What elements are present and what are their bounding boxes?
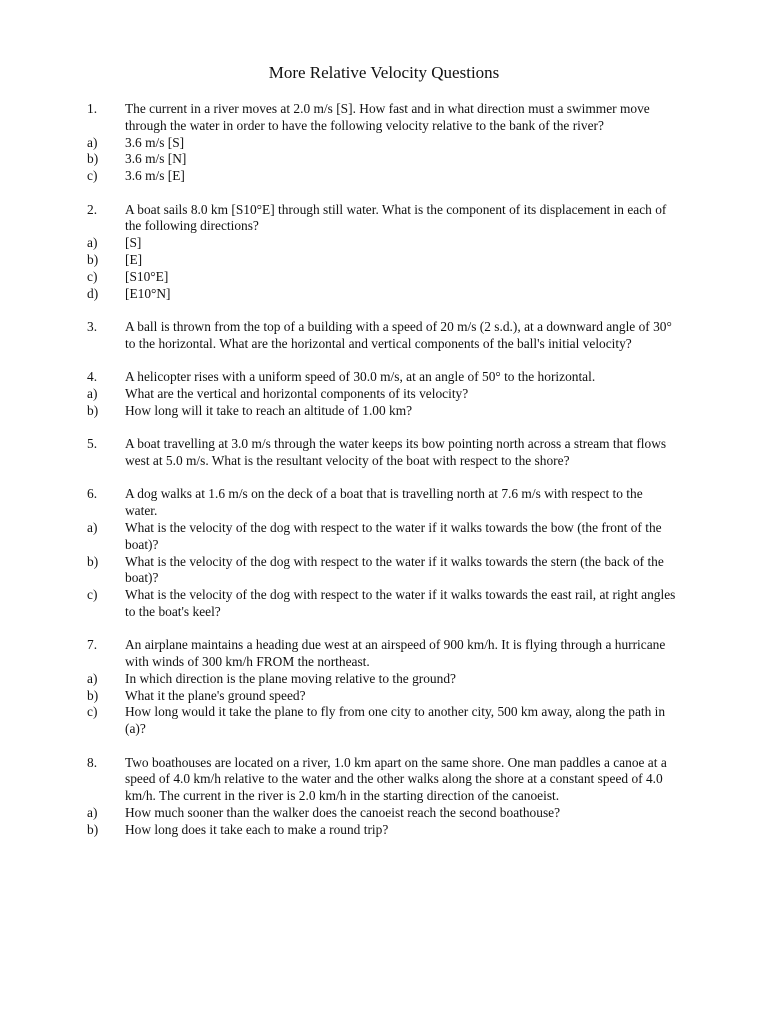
question-part [0, 520, 768, 554]
question-part [0, 135, 768, 152]
part-text: What is the velocity of the dog with respect to the water if it walks towards the east rail, at right angles to the boat's keel? [125, 587, 676, 619]
question-number: 8. [87, 754, 98, 770]
question-part [0, 688, 768, 705]
question-part [0, 151, 768, 168]
question-part [0, 822, 768, 839]
question-item [0, 202, 768, 303]
part-text: How long will it take to reach an altitude of 1.00 km? [125, 402, 413, 418]
part-text: What is the velocity of the dog with respect to the water if it walks towards the bow (the front of the boat)? [125, 519, 662, 552]
part-text: How much sooner than the walker does the canoeist reach the second boathouse? [125, 805, 561, 821]
question-part [0, 587, 768, 621]
question-number: 1. [87, 101, 98, 116]
part-label: a) [87, 805, 98, 821]
part-label: b) [87, 821, 99, 837]
question-item [0, 319, 768, 353]
question-row [0, 637, 768, 671]
question-text: A helicopter rises with a uniform speed of 30.0 m/s, at an angle of 50° to the horizontal. [125, 369, 596, 385]
question-row [0, 369, 768, 386]
question-part [0, 386, 768, 403]
part-label: c) [87, 587, 98, 603]
part-label: b) [87, 251, 99, 267]
question-text: An airplane maintains a heading due west at an airspeed of 900 km/h. It is flying through a hurricane with winds of 300 km/h FROM the northeast. [125, 637, 666, 670]
question-number: 5. [87, 436, 98, 452]
part-text: 3.6 m/s [N] [125, 151, 187, 167]
question-part [0, 168, 768, 185]
question-text: A dog walks at 1.6 m/s on the deck of a boat that is travelling north at 7.6 m/s with respect to the water. [125, 486, 643, 519]
question-number: 7. [87, 637, 98, 653]
part-text: 3.6 m/s [E] [125, 168, 185, 184]
part-label: d) [87, 285, 99, 301]
part-text: [S10°E] [125, 268, 169, 284]
question-item [0, 369, 768, 419]
question-part [0, 671, 768, 688]
question-number: 6. [87, 486, 98, 502]
part-label: b) [87, 151, 99, 167]
question-item [0, 486, 768, 620]
part-label: b) [87, 553, 99, 569]
part-text: How long does it take each to make a round trip? [125, 821, 389, 837]
question-row [0, 319, 768, 353]
question-item [0, 436, 768, 470]
page-title: More Relative Velocity Questions [268, 63, 500, 82]
part-text: [S] [125, 235, 142, 251]
part-text: How long would it take the plane to fly from one city to another city, 500 km away, along the path in (a)? [125, 704, 666, 737]
part-label: a) [87, 385, 98, 401]
question-text: The current in a river moves at 2.0 m/s [S]. How fast and in what direction must a swimmer move through the water in order to have the following velocity relative to the bank of the river? [125, 101, 650, 133]
question-part [0, 805, 768, 822]
question-number: 3. [87, 318, 98, 334]
part-text: What are the vertical and horizontal components of its velocity? [125, 385, 469, 401]
question-part [0, 704, 768, 738]
question-row [0, 755, 768, 805]
question-part [0, 235, 768, 252]
question-part [0, 403, 768, 420]
part-text: What is the velocity of the dog with respect to the water if it walks towards the stern (the back of the boat)? [125, 553, 664, 586]
part-text: [E] [125, 251, 143, 267]
part-label: c) [87, 168, 98, 184]
part-text: In which direction is the plane moving relative to the ground? [125, 670, 456, 686]
question-row [0, 101, 768, 135]
question-item [0, 101, 768, 185]
part-label: b) [87, 402, 99, 418]
question-part [0, 554, 768, 588]
part-label: a) [87, 134, 98, 150]
part-label: b) [87, 687, 99, 703]
question-text: A boat travelling at 3.0 m/s through the water keeps its bow pointing north across a stream that flows west at 5.0 m/s. What is the resultant velocity of the boat with respect to the shore? [125, 436, 667, 468]
question-text: Two boathouses are located on a river, 1.0 km apart on the same shore. One man paddles a canoe at a speed of 4.0 km/h relative to the water and the other walks along the shore at a constant speed of 4.0 km/h. The current in the river is 2.0 km/h in the starting direction of the canoeist. [125, 754, 667, 804]
question-number: 4. [87, 369, 98, 385]
part-text: What it the plane's ground speed? [125, 687, 306, 703]
question-row [0, 436, 768, 470]
part-label: a) [87, 670, 98, 686]
part-label: a) [87, 235, 98, 251]
part-text: [E10°N] [125, 285, 171, 301]
question-row [0, 202, 768, 236]
question-list [0, 101, 768, 855]
question-item [0, 637, 768, 738]
question-item [0, 755, 768, 839]
question-text: A boat sails 8.0 km [S10°E] through still water. What is the component of its displacement in each of the following directions? [125, 201, 667, 234]
question-number: 2. [87, 201, 98, 217]
part-label: c) [87, 704, 98, 720]
question-part [0, 269, 768, 286]
question-text: A ball is thrown from the top of a building with a speed of 20 m/s (2 s.d.), at a downward angle of 30° to the horizontal. What are the horizontal and vertical components of the ball's initial velocity? [125, 318, 672, 351]
question-part [0, 286, 768, 303]
question-row [0, 486, 768, 520]
part-label: a) [87, 519, 98, 535]
part-label: c) [87, 268, 98, 284]
question-part [0, 252, 768, 269]
part-text: 3.6 m/s [S] [125, 134, 185, 150]
